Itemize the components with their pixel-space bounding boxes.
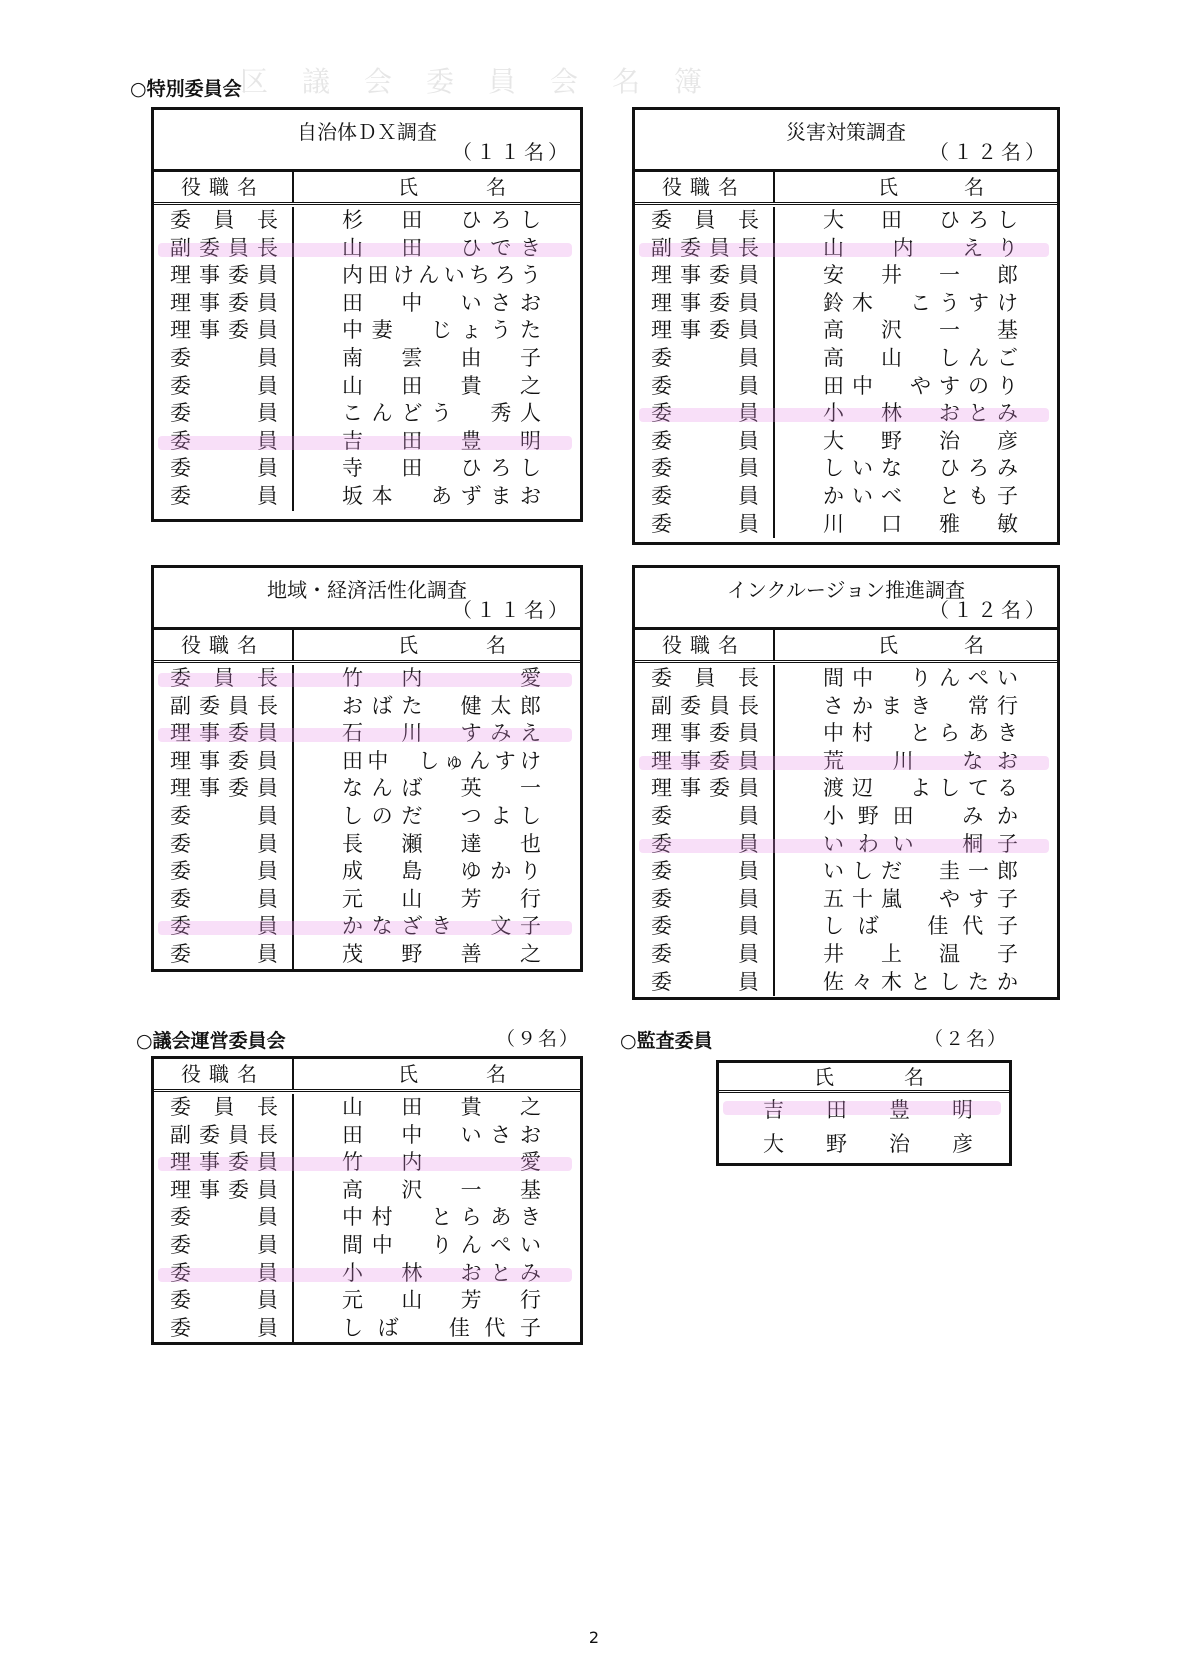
name-cell: 寺 田 ひろし — [342, 456, 542, 481]
committee-table-regional-economy — [151, 565, 583, 972]
header-given-name: 名 — [486, 1062, 506, 1086]
role-cell: 副委員長 — [635, 693, 775, 721]
header-role: 役職名 — [154, 172, 294, 202]
table-row — [635, 511, 1057, 539]
table-row — [635, 693, 1057, 721]
header-given-name: 名 — [964, 633, 984, 657]
committee-member-count: （１１名） — [452, 598, 572, 622]
header-surname: 氏 — [398, 1062, 418, 1086]
name-cell: しのだ つよし — [342, 803, 542, 828]
table-body — [154, 205, 580, 511]
table-row — [154, 1287, 580, 1315]
role-cell: 委員 — [154, 483, 294, 511]
name-cell: 石 川 すみえ — [342, 721, 542, 746]
name-cell: 田 中 いさお — [342, 1122, 542, 1147]
audit-row: 吉田豊明 — [719, 1093, 1009, 1127]
table-row — [635, 720, 1057, 748]
table-row — [154, 831, 580, 859]
table-row — [154, 428, 580, 456]
role-cell: 委員 — [635, 831, 775, 859]
name-cell: 大 田 ひろし — [823, 208, 1019, 232]
table-row — [154, 665, 580, 693]
committee-title-area — [635, 568, 1057, 630]
role-cell: 副委員長 — [154, 1122, 294, 1150]
name-cell: 佐々木としたか — [823, 969, 1019, 994]
header-given-name: 名 — [486, 175, 506, 199]
table-row — [635, 262, 1057, 290]
table-body — [635, 663, 1057, 996]
table-row — [154, 858, 580, 886]
table-row — [635, 748, 1057, 776]
table-row — [154, 317, 580, 345]
role-cell: 委員 — [154, 1204, 294, 1232]
role-cell: 理事委員 — [154, 262, 294, 290]
committee-member-count: （１２名） — [929, 598, 1049, 622]
role-cell: 理事委員 — [635, 317, 775, 345]
role-cell: 委員 — [635, 455, 775, 483]
role-cell: 委員 — [635, 941, 775, 969]
role-cell: 委員 — [635, 858, 775, 886]
faint-bleed-through-text: 区議会委員会名簿 — [240, 65, 737, 98]
table-row — [635, 913, 1057, 941]
header-surname: 氏 — [398, 175, 418, 199]
role-cell: 委員 — [154, 1260, 294, 1288]
header-given-name: 名 — [486, 633, 506, 657]
header-role: 役職名 — [154, 1059, 294, 1089]
table-row — [635, 455, 1057, 483]
name-cell: しいな ひろみ — [823, 456, 1019, 481]
table-body — [154, 1092, 580, 1342]
table-row — [154, 1260, 580, 1288]
name-cell: 竹 内 愛 — [342, 666, 542, 690]
table-row — [154, 400, 580, 428]
name-cell: かなざき 文子 — [342, 914, 542, 939]
name-cell: 南 雲 由 子 — [342, 345, 542, 370]
table-row — [154, 207, 580, 235]
role-cell: 委員 — [154, 831, 294, 859]
role-cell: 委員長 — [154, 665, 294, 693]
table-row — [154, 693, 580, 721]
committee-title: インクルージョン推進調査 — [726, 578, 966, 602]
role-cell: 理事委員 — [635, 775, 775, 803]
table-row — [635, 969, 1057, 997]
name-cell: 荒 川 なお — [823, 748, 1019, 773]
role-cell: 委員 — [635, 913, 775, 941]
table-row — [635, 317, 1057, 345]
table-row — [635, 345, 1057, 373]
role-cell: 委員 — [635, 803, 775, 831]
role-cell: 委員 — [635, 511, 775, 539]
header-name — [294, 630, 580, 660]
table-row — [154, 1204, 580, 1232]
table-row — [635, 858, 1057, 886]
role-cell: 委員 — [154, 1315, 294, 1343]
committee-title: 災害対策調査 — [786, 120, 906, 144]
table-row — [154, 720, 580, 748]
table-row — [154, 1094, 580, 1122]
table-row — [635, 400, 1057, 428]
role-cell: 委員 — [154, 455, 294, 483]
name-cell: 成 島 ゆかり — [342, 859, 542, 884]
table-body — [154, 663, 580, 969]
role-cell: 委員 — [635, 483, 775, 511]
committee-table-steering — [151, 1056, 583, 1345]
table-row — [154, 803, 580, 831]
role-cell: 副委員長 — [154, 235, 294, 263]
table-header — [635, 172, 1057, 205]
role-cell: 委員 — [154, 941, 294, 969]
name-cell: 中妻 じょうた — [342, 318, 542, 343]
name-cell: いしだ 圭一郎 — [823, 859, 1019, 884]
name-cell: 長 瀬 達 也 — [342, 831, 542, 856]
committee-title-area — [635, 110, 1057, 172]
header-name — [775, 172, 1057, 202]
name-cell: しば 佳代子 — [823, 914, 1019, 939]
committee-title: 自治体ＤＸ調査 — [297, 120, 437, 144]
table-row — [154, 775, 580, 803]
role-cell: 理事委員 — [154, 775, 294, 803]
table-row — [635, 941, 1057, 969]
table-row — [154, 886, 580, 914]
name-cell: 内田けんいちろう — [342, 263, 542, 288]
header-name — [294, 172, 580, 202]
table-row — [154, 373, 580, 401]
name-cell: 中村 とらあき — [342, 1205, 542, 1230]
name-cell: 大 野 治 彦 — [823, 428, 1019, 453]
header-surname: 氏 — [878, 175, 898, 199]
committee-member-count: （１１名） — [452, 140, 572, 164]
audit-row: 大野治彦 — [763, 1132, 979, 1156]
table-row — [635, 207, 1057, 235]
role-cell: 委員 — [635, 886, 775, 914]
page-number: 2 — [588, 1628, 600, 1647]
name-cell: なんば 英 一 — [342, 776, 542, 801]
role-cell: 委員長 — [154, 207, 294, 235]
name-cell: 川 口 雅 敏 — [823, 511, 1019, 536]
name-cell: 田中 しゅんすけ — [342, 748, 542, 773]
role-cell: 委員 — [154, 886, 294, 914]
header-role: 役職名 — [635, 630, 775, 660]
name-cell: 山 田 ひでき — [342, 235, 542, 260]
name-cell: 山 田 貴 之 — [342, 1095, 542, 1119]
name-cell: 間中 りんぺい — [823, 666, 1019, 690]
header-role: 役職名 — [154, 630, 294, 660]
role-cell: 理事委員 — [154, 290, 294, 318]
steering-committee-heading: ○議会運営委員会 — [136, 1030, 286, 1052]
name-cell: 小 林 おとみ — [823, 401, 1019, 426]
table-header — [635, 630, 1057, 663]
committee-table-disaster — [632, 107, 1060, 545]
role-cell: 理事委員 — [154, 748, 294, 776]
name-cell: 杉 田 ひろし — [342, 208, 542, 232]
committee-title: 地域・経済活性化調査 — [267, 578, 467, 602]
role-cell: 委員 — [154, 1232, 294, 1260]
name-cell: 元 山 芳 行 — [342, 886, 542, 911]
name-cell: かいべ とも子 — [823, 483, 1019, 508]
header-surname: 氏 — [398, 633, 418, 657]
role-cell: 委員 — [154, 373, 294, 401]
special-committee-heading: ○特別委員会 — [130, 78, 242, 100]
role-cell: 委員 — [154, 400, 294, 428]
table-row — [154, 483, 580, 511]
table-row — [635, 803, 1057, 831]
role-cell: 委員 — [635, 373, 775, 401]
role-cell: 委員 — [154, 345, 294, 373]
role-cell: 委員 — [154, 1287, 294, 1315]
role-cell: 副委員長 — [154, 693, 294, 721]
role-cell: 委員 — [635, 345, 775, 373]
audit-table — [716, 1060, 1012, 1166]
name-cell: 高 山 しんご — [823, 345, 1019, 370]
header-surname: 氏 — [814, 1065, 834, 1089]
table-row — [154, 1149, 580, 1177]
table-row — [635, 428, 1057, 456]
role-cell: 理事委員 — [154, 1177, 294, 1205]
name-cell: 元 山 芳 行 — [342, 1288, 542, 1313]
header-surname: 氏 — [878, 633, 898, 657]
table-row — [154, 1122, 580, 1150]
table-header — [154, 1059, 580, 1092]
role-cell: 理事委員 — [635, 290, 775, 318]
role-cell: 委員 — [154, 913, 294, 941]
table-row — [154, 235, 580, 263]
committee-table-dx — [151, 107, 583, 522]
name-cell: さかまき 常行 — [823, 693, 1019, 718]
name-cell: 坂本 あずまお — [342, 483, 542, 508]
table-row — [635, 290, 1057, 318]
name-cell: しば 佳代子 — [342, 1315, 542, 1340]
role-cell: 理事委員 — [154, 720, 294, 748]
table-row — [154, 262, 580, 290]
role-cell: 理事委員 — [635, 748, 775, 776]
header-name — [294, 1059, 580, 1089]
name-cell: 小野田 みか — [823, 803, 1019, 828]
table-row — [635, 831, 1057, 859]
name-cell: おばた 健太郎 — [342, 693, 542, 718]
table-body — [635, 205, 1057, 538]
name-cell: 間中 りんぺい — [342, 1232, 542, 1257]
committee-table-inclusion — [632, 565, 1060, 1000]
table-row — [154, 1177, 580, 1205]
header-name — [775, 630, 1057, 660]
role-cell: 委員 — [154, 428, 294, 456]
name-cell: いわい 桐子 — [823, 831, 1019, 856]
role-cell: 副委員長 — [635, 235, 775, 263]
name-cell: 高 沢 一 基 — [823, 318, 1019, 343]
table-row — [154, 345, 580, 373]
table-row — [154, 1315, 580, 1343]
header-given-name: 名 — [964, 175, 984, 199]
name-cell: 渡辺 よしてる — [823, 776, 1019, 801]
committee-title-area — [154, 568, 580, 630]
role-cell: 委員長 — [154, 1094, 294, 1122]
audit-table-header — [719, 1063, 1009, 1093]
table-row — [154, 290, 580, 318]
table-row — [635, 373, 1057, 401]
name-cell: 竹 内 愛 — [342, 1150, 542, 1175]
committee-member-count: （１２名） — [929, 140, 1049, 164]
role-cell: 委員 — [635, 969, 775, 997]
name-cell: 小 林 おとみ — [342, 1260, 542, 1285]
table-row — [635, 775, 1057, 803]
role-cell: 理事委員 — [635, 720, 775, 748]
table-row — [154, 913, 580, 941]
audit-heading: ○監査委員 — [620, 1030, 713, 1052]
header-role: 役職名 — [635, 172, 775, 202]
table-row — [635, 483, 1057, 511]
role-cell: 委員 — [154, 803, 294, 831]
name-cell: 茂 野 善 之 — [342, 941, 542, 966]
table-header — [154, 630, 580, 663]
role-cell: 委員長 — [635, 207, 775, 235]
table-row — [635, 665, 1057, 693]
steering-committee-count: （９名） — [496, 1028, 581, 1050]
name-cell: 安 井 一 郎 — [823, 263, 1019, 288]
table-row — [154, 748, 580, 776]
name-cell: こんどう 秀人 — [342, 401, 542, 426]
name-cell: 鈴木 こうすけ — [823, 290, 1019, 315]
table-row — [154, 1232, 580, 1260]
name-cell: 井 上 温 子 — [823, 941, 1019, 966]
table-row — [635, 235, 1057, 263]
role-cell: 委員長 — [635, 665, 775, 693]
role-cell: 理事委員 — [154, 317, 294, 345]
name-cell: 高 沢 一 基 — [342, 1177, 542, 1202]
name-cell: 吉 田 豊 明 — [342, 428, 542, 453]
audit-count: （２名） — [924, 1028, 1009, 1050]
table-header — [154, 172, 580, 205]
header-given-name: 名 — [904, 1065, 924, 1089]
name-cell: 山 内 えり — [823, 235, 1019, 260]
name-cell: 山 田 貴 之 — [342, 373, 542, 398]
name-cell: 五十嵐 やす子 — [823, 886, 1019, 911]
role-cell: 理事委員 — [635, 262, 775, 290]
role-cell: 理事委員 — [154, 1149, 294, 1177]
name-cell: 中村 とらあき — [823, 721, 1019, 746]
name-cell: 田中 やすのり — [823, 373, 1019, 398]
table-row — [154, 941, 580, 969]
role-cell: 委員 — [154, 858, 294, 886]
role-cell: 委員 — [635, 400, 775, 428]
name-cell: 田 中 いさお — [342, 290, 542, 315]
table-row — [154, 455, 580, 483]
role-cell: 委員 — [635, 428, 775, 456]
committee-title-area — [154, 110, 580, 172]
table-row — [635, 886, 1057, 914]
